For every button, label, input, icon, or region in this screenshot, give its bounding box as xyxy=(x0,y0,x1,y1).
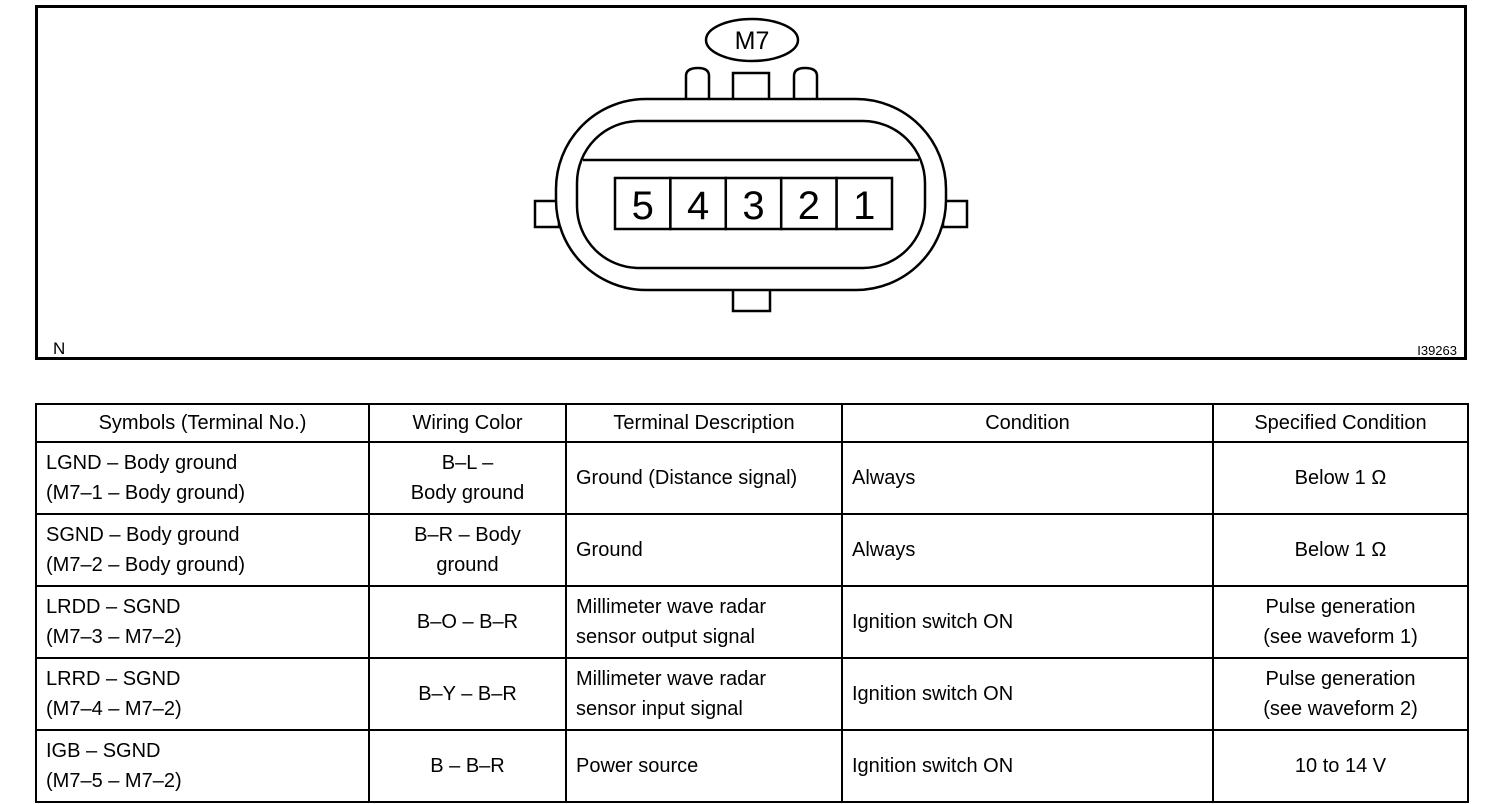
cell-terminal-description xyxy=(566,586,842,658)
cell-specified-condition-line: (see waveform 1) xyxy=(1263,626,1418,648)
cell-symbols-line: (M7–4 – M7–2) xyxy=(46,698,182,720)
cell-terminal-description xyxy=(566,514,842,586)
header-symbols: Symbols (Terminal No.) xyxy=(36,404,369,442)
cell-specified-condition xyxy=(1213,586,1468,658)
table-row xyxy=(36,514,1468,586)
corner-letter: N xyxy=(53,339,66,358)
cell-terminal-description-line: Ground xyxy=(576,539,643,561)
pin-cells xyxy=(615,178,892,229)
cell-symbols xyxy=(36,730,369,802)
cell-wiring-color-line: Body ground xyxy=(410,482,525,504)
cell-terminal-description xyxy=(566,658,842,730)
pin-number: 3 xyxy=(742,184,765,228)
cell-symbols-line: LGND – Body ground xyxy=(46,452,238,474)
cell-wiring-color xyxy=(369,658,566,730)
cell-specified-condition-line: Pulse generation xyxy=(1265,596,1416,618)
figure-code: I39263 xyxy=(1417,343,1457,358)
cell-wiring-color xyxy=(369,730,566,802)
cell-terminal-description-line: sensor input signal xyxy=(576,698,743,720)
cell-specified-condition xyxy=(1213,658,1468,730)
cell-symbols-line: IGB – SGND xyxy=(46,740,161,762)
cell-specified-condition-line: Below 1 Ω xyxy=(1294,467,1387,489)
cell-wiring-color-line: B–L – xyxy=(441,452,494,474)
cell-specified-condition-line: 10 to 14 V xyxy=(1294,755,1387,777)
cell-terminal-description xyxy=(566,730,842,802)
cell-specified-condition-line: Below 1 Ω xyxy=(1294,539,1387,561)
header-terminal-description: Terminal Description xyxy=(566,404,842,442)
cell-specified-condition xyxy=(1213,442,1468,514)
cell-condition: Ignition switch ON xyxy=(842,586,1213,658)
latch-tab-left xyxy=(686,68,709,100)
cell-condition: Always xyxy=(842,514,1213,586)
cell-symbols-line: (M7–5 – M7–2) xyxy=(46,770,182,792)
cell-specified-condition xyxy=(1213,514,1468,586)
cell-wiring-color xyxy=(369,442,566,514)
cell-wiring-color-line: B–Y – B–R xyxy=(418,683,517,705)
table-row xyxy=(36,730,1468,802)
cell-wiring-color-line: B–R – Body xyxy=(414,524,521,546)
cell-condition: Ignition switch ON xyxy=(842,658,1213,730)
cell-terminal-description-line: sensor output signal xyxy=(576,626,756,648)
cell-terminal-description-line: Power source xyxy=(576,755,699,777)
table-body xyxy=(36,442,1468,802)
table-row xyxy=(36,658,1468,730)
cell-symbols-line: LRDD – SGND xyxy=(46,596,181,618)
header-condition: Condition xyxy=(842,404,1213,442)
cell-wiring-color-line: B – B–R xyxy=(430,755,505,777)
cell-symbols xyxy=(36,514,369,586)
table-header-row xyxy=(36,404,1468,442)
cell-symbols xyxy=(36,442,369,514)
cell-wiring-color xyxy=(369,514,566,586)
cell-specified-condition-line: (see waveform 2) xyxy=(1263,698,1418,720)
cell-terminal-description-line: Millimeter wave radar xyxy=(576,596,767,618)
cell-terminal-description-line: Ground (Distance signal) xyxy=(576,467,798,489)
center-tab-top xyxy=(733,73,769,100)
cell-specified-condition xyxy=(1213,730,1468,802)
connector-figure xyxy=(35,5,1467,360)
table-row xyxy=(36,586,1468,658)
terminal-table xyxy=(35,403,1469,803)
cell-terminal-description-line: Millimeter wave radar xyxy=(576,668,767,690)
cell-condition: Ignition switch ON xyxy=(842,730,1213,802)
connector-drawing xyxy=(38,8,1464,357)
connector-label: M7 xyxy=(734,27,770,55)
cell-specified-condition-line: Pulse generation xyxy=(1265,668,1416,690)
cell-wiring-color xyxy=(369,586,566,658)
header-wiring-color: Wiring Color xyxy=(369,404,566,442)
latch-tab-right xyxy=(794,68,817,100)
cell-wiring-color-line: ground xyxy=(436,554,499,576)
cell-wiring-color-line: B–O – B–R xyxy=(416,611,519,633)
header-specified-condition: Specified Condition xyxy=(1213,404,1468,442)
pin-number: 5 xyxy=(631,184,654,228)
pin-number: 2 xyxy=(797,184,821,228)
cell-symbols-line: SGND – Body ground xyxy=(46,524,240,546)
cell-symbols xyxy=(36,586,369,658)
cell-condition: Always xyxy=(842,442,1213,514)
cell-symbols xyxy=(36,658,369,730)
cell-symbols-line: (M7–1 – Body ground) xyxy=(46,482,246,504)
pin-number: 1 xyxy=(853,184,876,228)
table-row xyxy=(36,442,1468,514)
cell-symbols-line: (M7–3 – M7–2) xyxy=(46,626,182,648)
cell-terminal-description xyxy=(566,442,842,514)
pin-number: 4 xyxy=(686,184,710,228)
cell-symbols-line: (M7–2 – Body ground) xyxy=(46,554,246,576)
cell-symbols-line: LRRD – SGND xyxy=(46,668,181,690)
